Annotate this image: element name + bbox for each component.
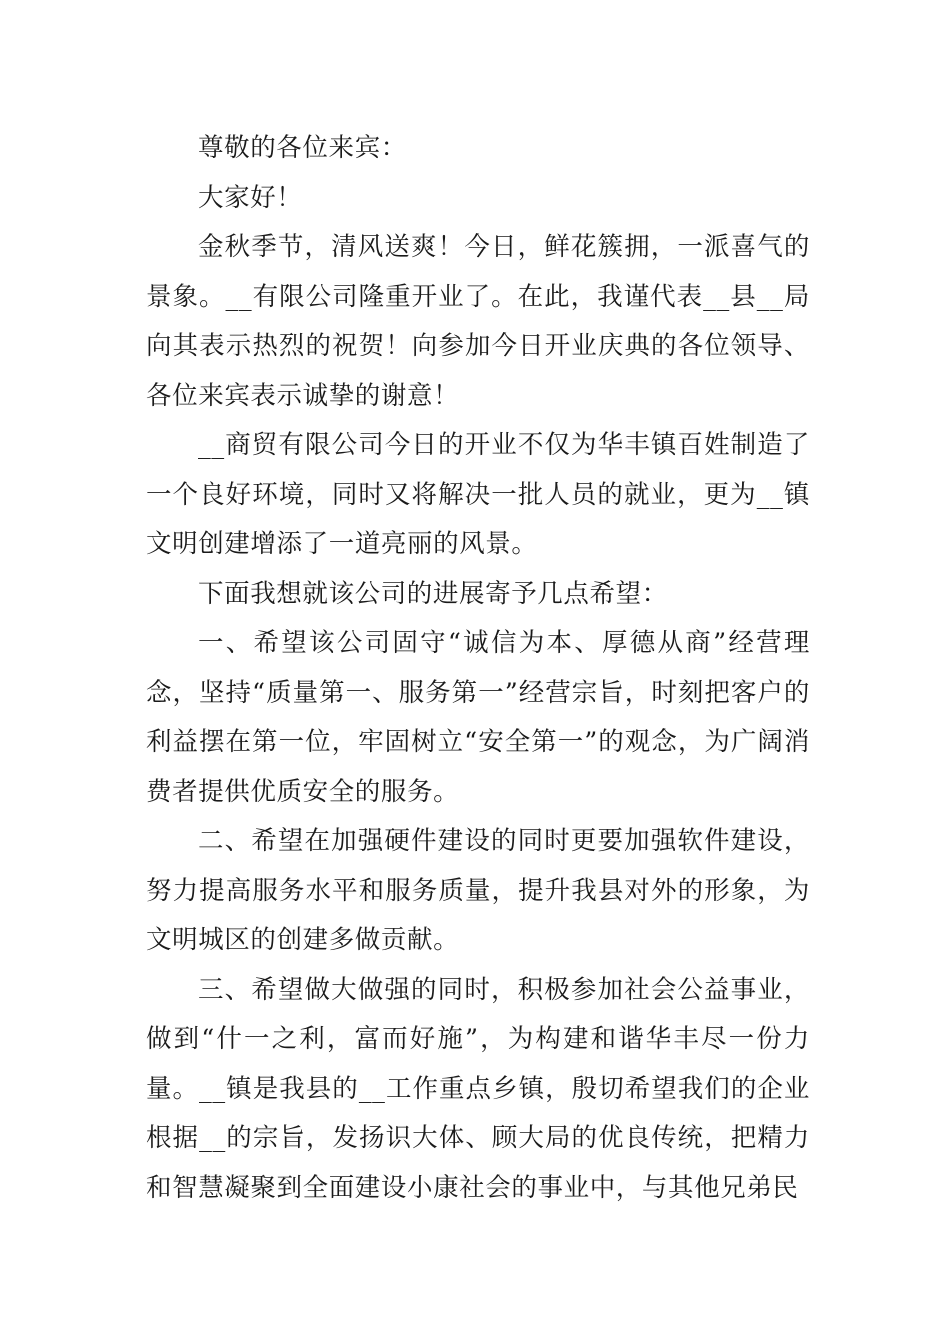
- paragraph-company-significance: __商贸有限公司今日的开业不仅为华丰镇百姓制造了一个良好环境，同时又将解决一批人员的就业，更为__镇文明创建增添了一道亮丽的风景。: [146, 430, 810, 559]
- paragraph-hope-three: 三、希望做大做强的同时，积极参加社会公益事业，做到“什一之利，富而好施”，为构建和谐华丰尽一份力量。__镇是我县的__工作重点乡镇，殷切希望我们的企业根据__的宗旨，发扬识大体、顾大局的优良传统，把精力和智慧凝聚到全面建设小康社会的事业中，与其他兄弟民: [146, 974, 810, 1203]
- paragraph-hope-one: 一、希望该公司固守“诚信为本、厚德从商”经营理念，坚持“质量第一、服务第一”经营宗旨，时刻把客户的利益摆在第一位，牢固树立“安全第一”的观念，为广阔消费者提供优质安全的服务。: [146, 628, 810, 807]
- paragraph-opening: 金秋季节，清风送爽！今日，鲜花簇拥，一派喜气的景象。__有限公司隆重开业了。在此，我谨代表__县__局向其表示热烈的祝贺！向参加今日开业庆典的各位领导、各位来宾表示诚挚的谢意！: [146, 232, 810, 411]
- salutation: 尊敬的各位来宾：: [198, 133, 407, 163]
- greeting: 大家好！: [198, 182, 303, 213]
- document-body: [146, 124, 810, 1213]
- paragraph-hope-two: 二、希望在加强硬件建设的同时更要加强软件建设，努力提高服务水平和服务质量，提升我县对外的形象，为文明城区的创建多做贡献。: [146, 826, 810, 955]
- paragraph-hopes-intro: 下面我想就该公司的进展寄予几点希望：: [198, 578, 668, 609]
